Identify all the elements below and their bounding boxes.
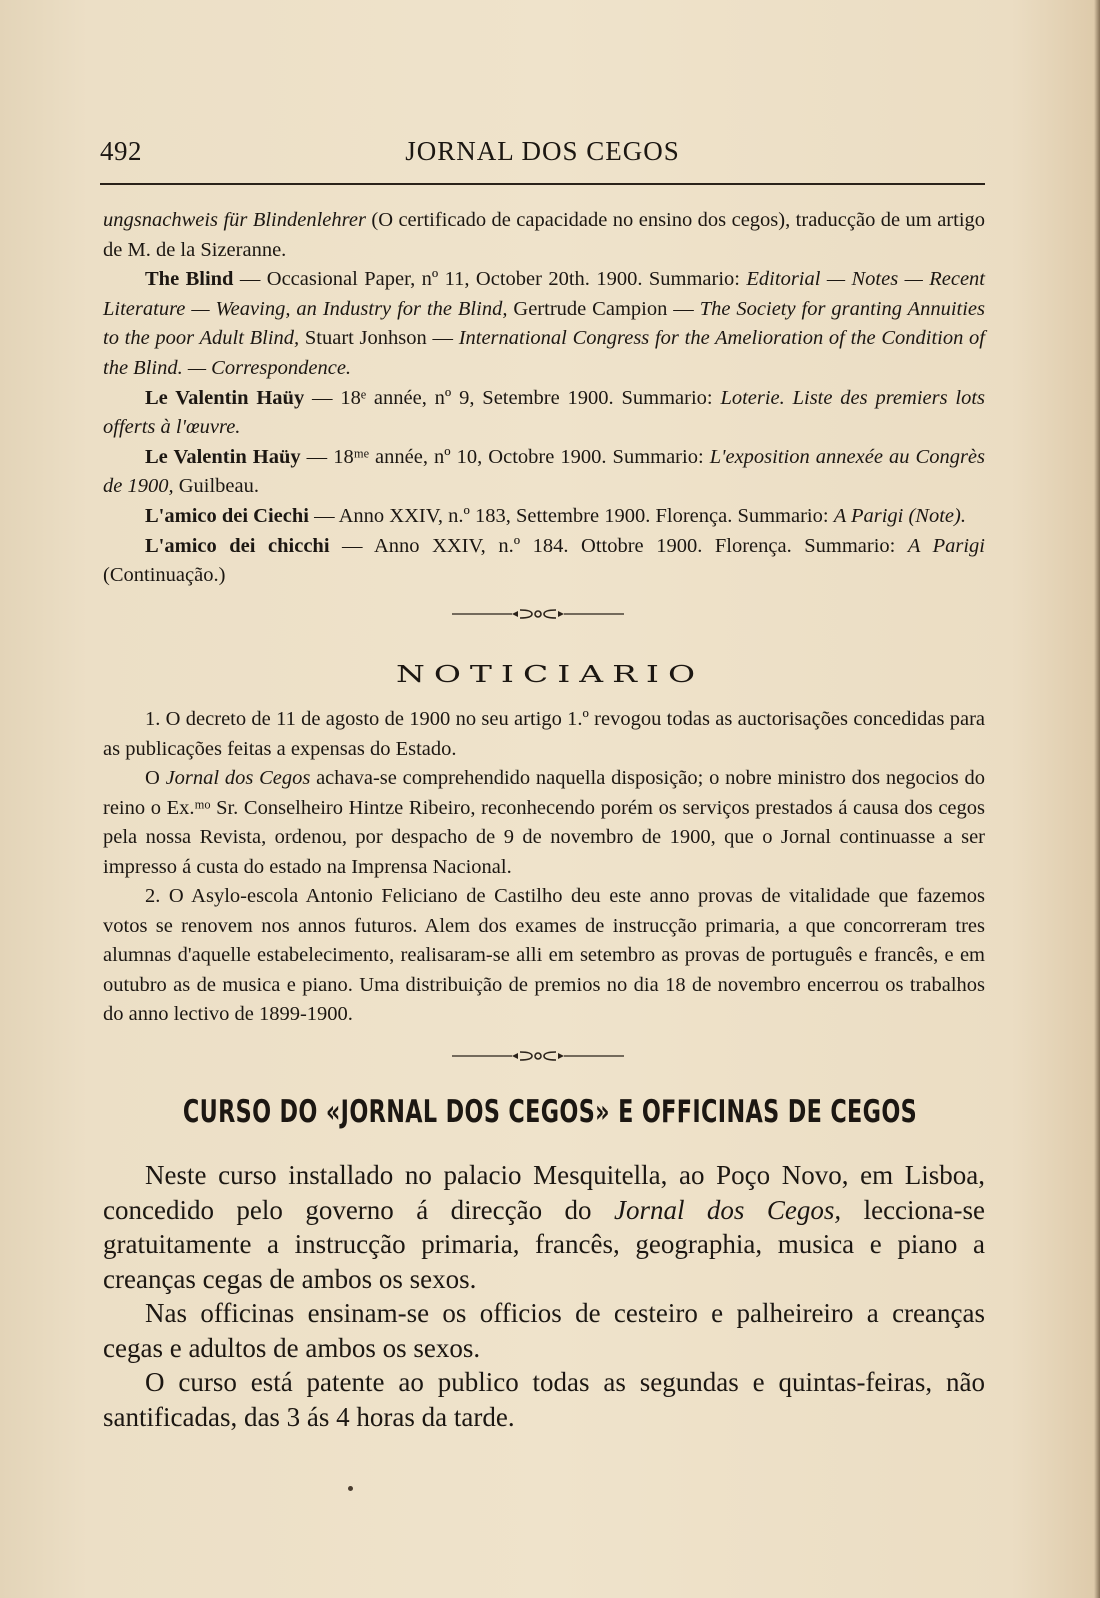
bibliography-entry bbox=[103, 443, 985, 502]
page-number: 492 bbox=[100, 136, 142, 166]
text-run: O bbox=[145, 767, 166, 789]
page-header bbox=[100, 136, 985, 170]
text-run: Stuart Jonhson — bbox=[299, 327, 459, 350]
italic-text: Loterie. Liste des premiers lots offerts à l'œuvre. bbox=[103, 386, 986, 439]
italic-text: ungsnachweis für Blindenlehrer bbox=[103, 209, 366, 231]
text-run: — Anno XXIV, n.º 184. Ottobre 1900. Florença. Summario: bbox=[329, 534, 908, 557]
ink-speck bbox=[348, 1486, 353, 1491]
bibliography-entry bbox=[103, 532, 985, 591]
italic-text: A Parigi (Note). bbox=[833, 504, 966, 527]
text-run: 2. O Asylo-escola Antonio Feliciano de Castilho deu este anno provas de vitalidade que fazemos votos se renovem nos annos futuros. Alem dos exames de instrucção primaria, a que concorreram tres alumnas d'aquelle estabelecimento, realisaram-se alli em setembro as provas de português e francês, e em outubro as de musica e piano. Uma distribuição de premios no dia 18 de novembro encerrou os trabalhos do anno lectivo de 1899-1900. bbox=[103, 885, 985, 1025]
entry-title: The Blind bbox=[145, 268, 234, 291]
entry-title: L'amico dei chicchi bbox=[145, 534, 330, 557]
noticiario-title: NOTICIARIO bbox=[395, 659, 705, 688]
italic-text: A Parigi bbox=[907, 534, 985, 557]
text-run: Nas officinas ensinam-se os officios de cesteiro e palheireiro a creanças cegas e adultos de ambos os sexos. bbox=[103, 1298, 985, 1363]
text-run: lecciona-se gratuitamente a instrucção primaria, francês, geographia, musica e piano a creanças cegas de ambos os sexos. bbox=[103, 1194, 986, 1294]
news-paragraph bbox=[103, 705, 985, 764]
entry-title: L'amico dei Ciechi bbox=[145, 504, 309, 527]
bibliography-list bbox=[103, 206, 985, 591]
running-title: JORNAL DOS CEGOS bbox=[405, 136, 680, 166]
italic-text: Jornal dos Cegos, bbox=[614, 1194, 842, 1225]
bibliography-entry bbox=[103, 502, 985, 532]
course-title: CURSO DO «JORNAL DOS CEGOS» E OFFICINAS DE CEGOS bbox=[182, 1094, 918, 1130]
italic-text: Editorial — Notes — Recent Literature — Weaving, an Industry for the Blind, bbox=[103, 268, 985, 320]
page-edge-shadow bbox=[1094, 0, 1100, 1598]
bibliography-entry bbox=[103, 265, 985, 383]
course-paragraph bbox=[103, 1158, 985, 1296]
ornament-divider-icon bbox=[452, 608, 632, 620]
text-run: (Continuação.) bbox=[103, 564, 226, 587]
text-run: Gertrude Campion — bbox=[507, 297, 700, 320]
ornament-divider bbox=[452, 608, 632, 620]
text-run: — 18ᵉ année, nº 9, Setembre 1900. Summario: bbox=[304, 386, 721, 409]
header-rule bbox=[100, 183, 985, 185]
text-run: O curso está patente ao publico todas as segundas e quintas-feiras, não santificadas, das 3 ás 4 horas da tarde. bbox=[103, 1367, 985, 1432]
news-paragraph bbox=[103, 764, 985, 882]
bibliography-entry bbox=[103, 384, 985, 443]
italic-text: The Society for granting Annuities to the poor Adult Blind, bbox=[103, 297, 986, 350]
italic-text: L'exposition annexée au Congrès de 1900, bbox=[103, 445, 986, 498]
text-run: 1. O decreto de 11 de agosto de 1900 no seu artigo 1.º revogou todas as auctorisações concedidas para as publicações feitas a expensas do Estado. bbox=[103, 708, 985, 760]
italic-text: Jornal dos Cegos bbox=[165, 767, 311, 789]
entry-title: Le Valentin Haüy bbox=[145, 445, 301, 468]
text-run: — Occasional Paper, nº 11, October 20th. 1900. Summario: bbox=[233, 268, 747, 291]
text-run: — Anno XXIV, n.º 183, Settembre 1900. Florença. Summario: bbox=[308, 504, 834, 527]
text-run: Guilbeau. bbox=[173, 475, 260, 498]
bibliography-entry bbox=[103, 206, 985, 265]
text-run: Neste curso installado no palacio Mesquitella, ao Poço Novo, em Lisboa, concedido pelo governo á direcção do bbox=[103, 1160, 985, 1225]
course-paragraph bbox=[103, 1365, 985, 1434]
course-paragraph bbox=[103, 1296, 985, 1365]
course-body bbox=[103, 1158, 985, 1434]
ornament-divider-icon bbox=[452, 1050, 632, 1062]
text-run: (O certificado de capacidade no ensino dos cegos), traducção de um artigo de M. de la Sizeranne. bbox=[103, 209, 986, 261]
italic-text: International Congress for the Amelioration of the Condition of the Blind. — Correspondence. bbox=[103, 327, 985, 379]
ornament-divider bbox=[452, 1050, 632, 1062]
text-run: achava-se comprehendido naquella disposição; o nobre ministro dos negocios do reino o Ex.ᵐᵒ Sr. Conselheiro Hintze Ribeiro, reconhecendo porém os serviços prestados á causa dos cegos pela nossa Revista, ordenou, por despacho de 9 de novembro de 1900, que o Jornal continuasse a ser impresso á custa do estado na Imprensa Nacional. bbox=[103, 767, 985, 878]
noticiario-body bbox=[103, 705, 985, 1030]
text-run: — 18ᵐᵉ année, nº 10, Octobre 1900. Summario: bbox=[300, 445, 710, 468]
news-paragraph bbox=[103, 882, 985, 1030]
entry-title: Le Valentin Haüy bbox=[145, 386, 305, 409]
